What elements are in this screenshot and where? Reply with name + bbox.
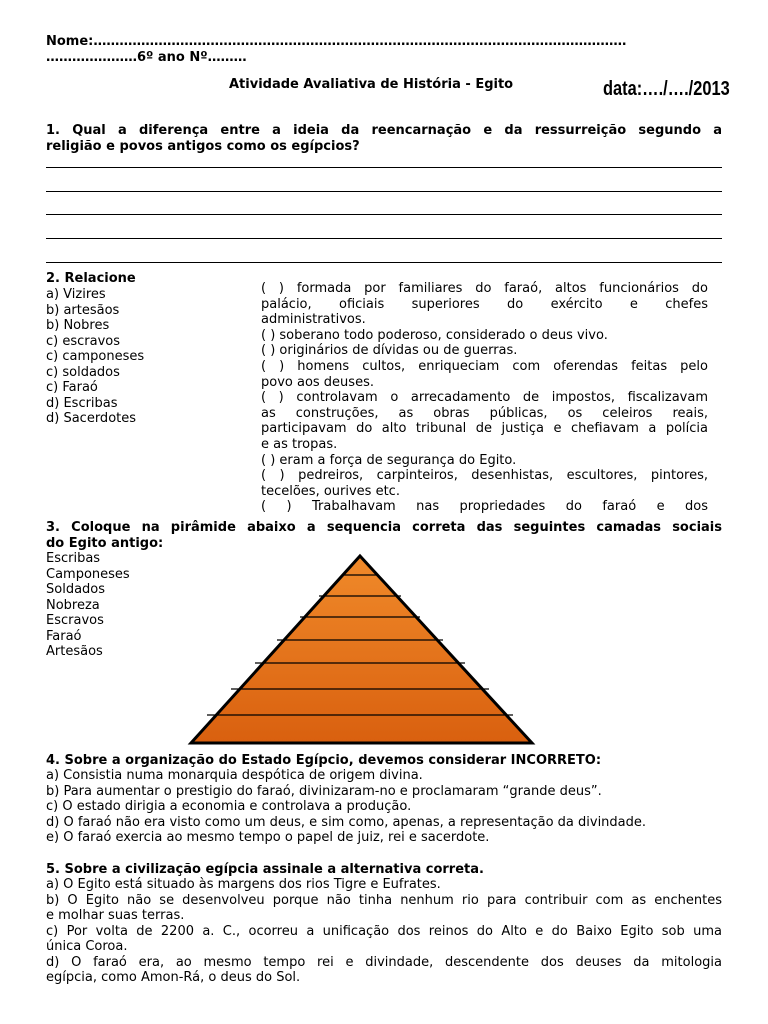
description-line: ( ) soberano todo poderoso, considerado o deus vivo.	[261, 327, 608, 343]
option-b[interactable]: b) Para aumentar o prestigio do faraó, divinizaram-no e proclamaram “grande deus”.	[46, 783, 602, 799]
answer-line	[46, 167, 722, 168]
q3-text-line1: 3. Coloque na pirâmide abaixo a sequencia correta das seguintes camadas sociais	[46, 520, 722, 535]
list-item: Escravos	[46, 613, 104, 628]
list-item: c) camponeses	[46, 349, 145, 364]
option-b-cont: e molhar suas terras.	[46, 908, 185, 923]
option-e[interactable]: e) O faraó exercia ao mesmo tempo o papel de juiz, rei e sacerdote.	[46, 830, 490, 845]
option-a[interactable]: a) Consistia numa monarquia despótica de origem divina.	[46, 768, 423, 783]
list-item: d) Sacerdotes	[46, 411, 137, 426]
q1-text-line1: 1. Qual a diferença entre a ideia da reencarnação e da ressurreição segundo a	[46, 123, 722, 138]
answer-line	[46, 214, 722, 215]
description-line: e as tropas.	[261, 436, 338, 452]
list-item: Soldados	[46, 582, 106, 597]
option-a[interactable]: a) O Egito está situado às margens dos rios Tigre e Eufrates.	[46, 877, 441, 892]
description-line: administrativos.	[261, 312, 366, 328]
q1-text-line2: religião e povos antigos como os egípcios?	[46, 139, 360, 154]
answer-line	[46, 262, 722, 263]
q2-descriptions	[261, 281, 708, 515]
option-c-cont: única Coroa.	[46, 939, 128, 954]
option-d[interactable]: d) O faraó não era visto como um deus, e sim como, apenas, a representação da divindade.	[46, 814, 647, 830]
description-line: ( ) formada por familiares do faraó, altos funcionários do	[261, 281, 708, 296]
pyramid-diagram	[185, 553, 540, 748]
option-c[interactable]: c) Por volta de 2200 a. C., ocorreu a unificação dos reinos do Alto e do Baixo Egito sob uma	[46, 923, 722, 939]
description-line: as construções, as obras públicas, os celeiros reais,	[261, 405, 708, 421]
page-title: Atividade Avaliativa de História - Egito	[229, 77, 514, 92]
list-item: c) escravos	[46, 333, 121, 349]
description-line: participavam do alto tribunal de justiça e chefiavam a polícia	[261, 421, 708, 437]
list-item: d) Escribas	[46, 395, 118, 411]
list-item: Artesãos	[46, 644, 103, 659]
q4-options	[46, 768, 646, 846]
description-line: ( ) homens cultos, enriqueciam com oferendas feitas pelo	[261, 358, 708, 374]
description-line: tecelões, ourives etc.	[261, 483, 400, 499]
description-line: povo aos deuses.	[261, 374, 374, 390]
list-item: c) Faraó	[46, 380, 98, 395]
name-field-line: Nome:……………………………………………………………………………………………………………	[46, 34, 627, 49]
list-item: Escribas	[46, 551, 101, 566]
description-line: ( ) eram a força de segurança do Egito.	[261, 452, 517, 468]
description-line: palácio, oficiais superiores do exército e chefes	[261, 296, 708, 312]
list-item: Camponeses	[46, 566, 130, 582]
answer-line	[46, 238, 722, 239]
list-item: b) Nobres	[46, 318, 110, 333]
description-line: ( ) Trabalhavam nas propriedades do faraó e dos	[261, 499, 708, 515]
list-item: Faraó	[46, 628, 82, 644]
option-d[interactable]: d) O faraó era, ao mesmo tempo rei e divindade, descendente dos deuses da mitologia	[46, 954, 722, 970]
description-line: ( ) originários de dívidas ou de guerras.	[261, 343, 518, 359]
list-item: Nobreza	[46, 597, 100, 613]
description-line: ( ) controlavam o arrecadamento de impostos, fiscalizavam	[261, 390, 708, 406]
option-d-cont: egípcia, como Amon-Rá, o deus do Sol.	[46, 970, 301, 985]
list-item: a) Vizires	[46, 287, 106, 302]
q4-title: 4. Sobre a organização do Estado Egípcio, devemos considerar INCORRETO:	[46, 753, 602, 768]
list-item: b) artesãos	[46, 302, 120, 318]
list-item: c) soldados	[46, 364, 120, 380]
q5-options	[46, 877, 722, 986]
grade-number-line: …………………6º ano Nº………	[46, 50, 247, 65]
description-line: ( ) pedreiros, carpinteiros, desenhistas, escultores, pintores,	[261, 468, 708, 484]
q5-title: 5. Sobre a civilização egípcia assinale a alternativa correta.	[46, 862, 484, 877]
date-field: data:…./…./2013	[603, 78, 730, 100]
option-b[interactable]: b) O Egito não se desenvolveu porque não tinha nenhum rio para contribuir com as enchentes	[46, 892, 722, 908]
q3-text-line2: do Egito antigo:	[46, 536, 164, 551]
q2-items-list	[46, 287, 144, 427]
q3-items-list	[46, 551, 130, 660]
option-c[interactable]: c) O estado dirigia a economia e controlava a produção.	[46, 799, 412, 814]
q2-title: 2. Relacione	[46, 271, 136, 286]
answer-line	[46, 191, 722, 192]
